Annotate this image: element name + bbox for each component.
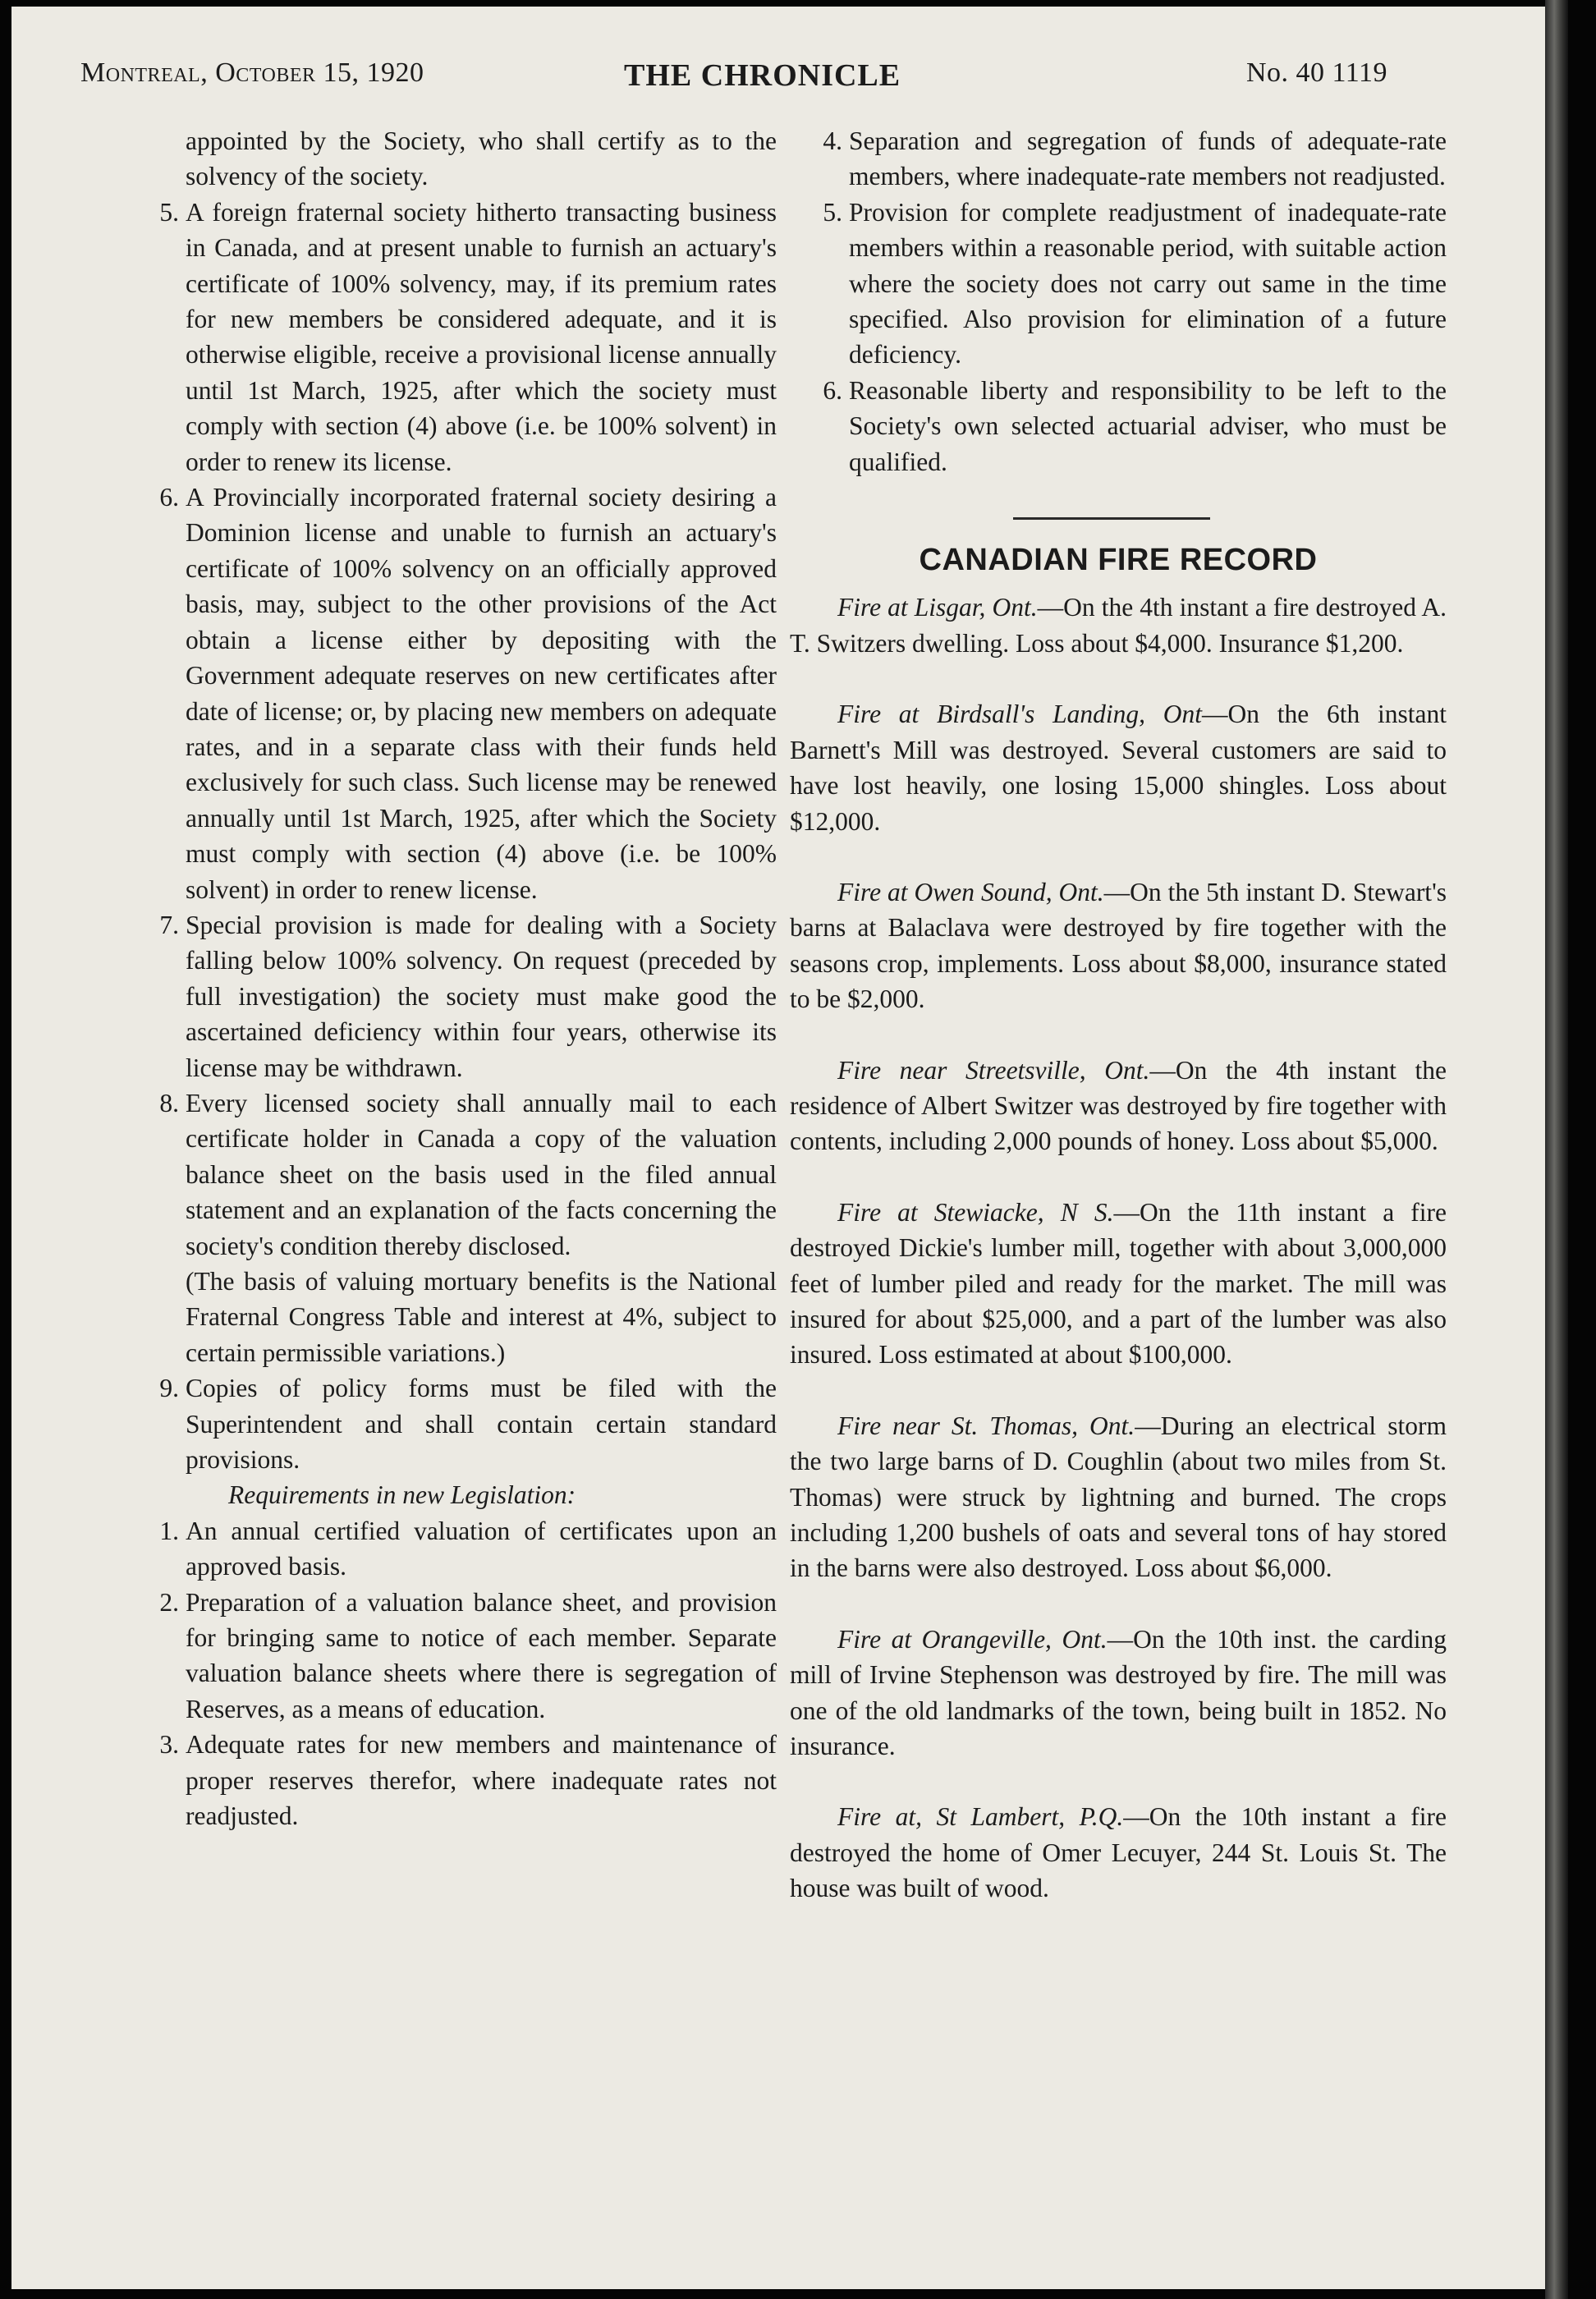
- fire-report: [790, 1622, 1447, 1764]
- list-item-number: 3.: [159, 1730, 179, 1760]
- list-item-number: 5.: [159, 197, 179, 227]
- requirement-item: [790, 195, 1447, 373]
- list-item-number: 4.: [823, 126, 842, 155]
- list-item-text: A foreign fraternal society hitherto transacting business in Canada, and at present unable to furnish an actuary's certificate of 100% solvency, may, if its premium rates for new members be considered adequate, and it is otherwise eligible, receive a provisional license annually until 1st March, 1925, after which the society must comply with section (4) above (i.e. be 100% solvent) in order to renew its license.: [186, 197, 777, 476]
- requirement-item: [126, 1727, 777, 1833]
- list-item: [126, 195, 777, 480]
- list-item-text: An annual certified valuation of certificates upon an approved basis.: [186, 1516, 777, 1581]
- list-item-text: Provision for complete readjustment of inadequate-rate members within a reasonable period, with suitable action where the society does not carry out same in the time specified. Also provision for elimination of a future deficiency.: [849, 197, 1447, 369]
- requirement-item: [790, 373, 1447, 480]
- list-item: [126, 1370, 777, 1477]
- fire-report-location: Fire at, St Lambert, P.Q.: [837, 1802, 1124, 1832]
- list-item-number: 8.: [159, 1088, 179, 1117]
- fire-report-location: Fire at Orangeville, Ont.: [837, 1624, 1108, 1654]
- list-item-text: Special provision is made for dealing with a Society falling below 100% solvency. On request (preceded by full investigation) the society must make good the ascertained deficiency within four years, otherwise its license may be withdrawn.: [186, 910, 777, 1082]
- list-item-text: Every licensed society shall annually mail to each certificate holder in Canada a copy of the valuation balance sheet on the basis used in the filed annual statement and an explanation of the facts concerning the society's condition thereby disclosed.: [186, 1088, 777, 1260]
- fire-report-text: —On the 4th instant a fire destroyed A. T. Switzers dwelling. Loss about $4,000. Insurance $1,200.: [790, 593, 1447, 658]
- list-item: [126, 1085, 777, 1264]
- header-issue-page-number: No. 40 1119: [1246, 57, 1388, 88]
- fire-report-text: —On the 11th instant a fire destroyed Dickie's lumber mill, together with about 3,000,000 feet of lumber piled and ready for the market. The mill was insured for about $25,000, and a part of the lumber was also insured. Loss estimated at about $100,000.: [790, 1197, 1447, 1370]
- list-item-number: 6.: [159, 483, 179, 512]
- requirement-item: [126, 1513, 777, 1585]
- fire-report: [790, 590, 1447, 661]
- fire-report-text: —On the 4th instant the residence of Albert Switzer was destroyed by fire together with contents, including 2,000 pounds of honey. Loss about $5,000.: [790, 1055, 1447, 1156]
- newspaper-page: [11, 7, 1545, 2289]
- list-item-text: Adequate rates for new members and maintenance of proper reserves therefor, where inadequate rates not readjusted.: [186, 1730, 777, 1831]
- fire-report: [790, 696, 1447, 839]
- list-item-number: 7.: [159, 910, 179, 939]
- fire-report-text: —On the 5th instant D. Stewart's barns at Balaclava were destroyed by fire together with the seasons crop, implements. Loss about $8,000, insurance stated to be $2,000.: [790, 877, 1447, 1014]
- list-item: [126, 907, 777, 1085]
- requirements-subheading: Requirements in new Legislation:: [228, 1480, 576, 1510]
- fire-report-text: —On the 10th inst. the carding mill of Irvine Stephenson was destroyed by fire. The mill was one of the old landmarks of the town, being built in 1852. No insurance.: [790, 1624, 1447, 1761]
- valuation-basis-note: (The basis of valuing mortuary benefits is the National Fraternal Congress Table and interest at 4%, subject to certain permissible variations.): [186, 1267, 777, 1367]
- fire-report-location: Fire at Lisgar, Ont.: [837, 593, 1038, 622]
- list-item-number: 9.: [159, 1374, 179, 1403]
- fire-report-location: Fire at Birdsall's Landing, Ont: [837, 700, 1203, 729]
- fire-report-text: —On the 6th instant Barnett's Mill was destroyed. Several customers are said to have lost heavily, one losing 15,000 shingles. Loss about $12,000.: [790, 700, 1447, 836]
- list-item-number: 2.: [159, 1587, 179, 1617]
- fire-report: [790, 874, 1447, 1017]
- section-divider: [1013, 517, 1210, 520]
- list-item-text: Preparation of a valuation balance sheet, and provision for bringing same to notice of each member. Separate valuation balance sheets where there is segregation of Reserves, as a means of education.: [186, 1587, 777, 1723]
- fire-report-location: Fire at Owen Sound, Ont.: [837, 877, 1104, 906]
- right-column: [790, 123, 1447, 1942]
- continued-paragraph: appointed by the Society, who shall certify as to the solvency of the society.: [186, 126, 777, 191]
- fire-report-location: Fire near St. Thomas, Ont.: [837, 1411, 1135, 1440]
- list-item-text: Separation and segregation of funds of adequate-rate members, where inadequate-rate members not readjusted.: [849, 126, 1447, 191]
- page-edge-shadow: [1545, 0, 1568, 2299]
- list-item-number: 5.: [823, 197, 842, 227]
- fire-report-text: —During an electrical storm the two large barns of D. Coughlin (about two miles from St. Thomas) were struck by lightning and burned. The crops including 1,200 bushels of oats and several tons of hay stored in the barns were also destroyed. Loss about $6,000.: [790, 1411, 1447, 1583]
- fire-report: [790, 1799, 1447, 1906]
- list-item-text: A Provincially incorporated fraternal society desiring a Dominion license and unable to furnish an actuary's certificate of 100% solvency on an officially approved basis, may, subject to the other provisions of the Act obtain a license either by depositing with the Government adequate reserves on new certificates after date of license; or, by placing new members on adequate rates, and in a separate class with their funds held exclusively for such class. Such license may be renewed annually until 1st March, 1925, after which the Society must comply with section (4) above (i.e. be 100% solvent) in order to renew license.: [186, 483, 777, 904]
- list-item: [126, 480, 777, 907]
- fire-record-heading: CANADIAN FIRE RECORD: [919, 543, 1318, 578]
- requirement-item: [126, 1585, 777, 1728]
- fire-report-location: Fire near Streetsville, Ont.: [837, 1055, 1150, 1085]
- left-column: [126, 123, 777, 1834]
- fire-report: [790, 1053, 1447, 1159]
- requirement-item: [790, 123, 1447, 195]
- header-dateline: Montreal, October 15, 1920: [80, 57, 424, 88]
- fire-report-text: —On the 10th instant a fire destroyed the home of Omer Lecuyer, 244 St. Louis St. The house was built of wood.: [790, 1802, 1447, 1903]
- list-item-number: 1.: [159, 1516, 179, 1545]
- fire-report: [790, 1195, 1447, 1373]
- header-publication-title: THE CHRONICLE: [624, 58, 901, 93]
- fire-report: [790, 1408, 1447, 1586]
- list-item-text: Copies of policy forms must be filed with the Superintendent and shall contain certain standard provisions.: [186, 1374, 777, 1475]
- fire-report-location: Fire at Stewiacke, N S.: [837, 1197, 1114, 1227]
- list-item-number: 6.: [823, 375, 842, 405]
- list-item-text: Reasonable liberty and responsibility to be left to the Society's own selected actuarial adviser, who must be qualified.: [849, 375, 1447, 476]
